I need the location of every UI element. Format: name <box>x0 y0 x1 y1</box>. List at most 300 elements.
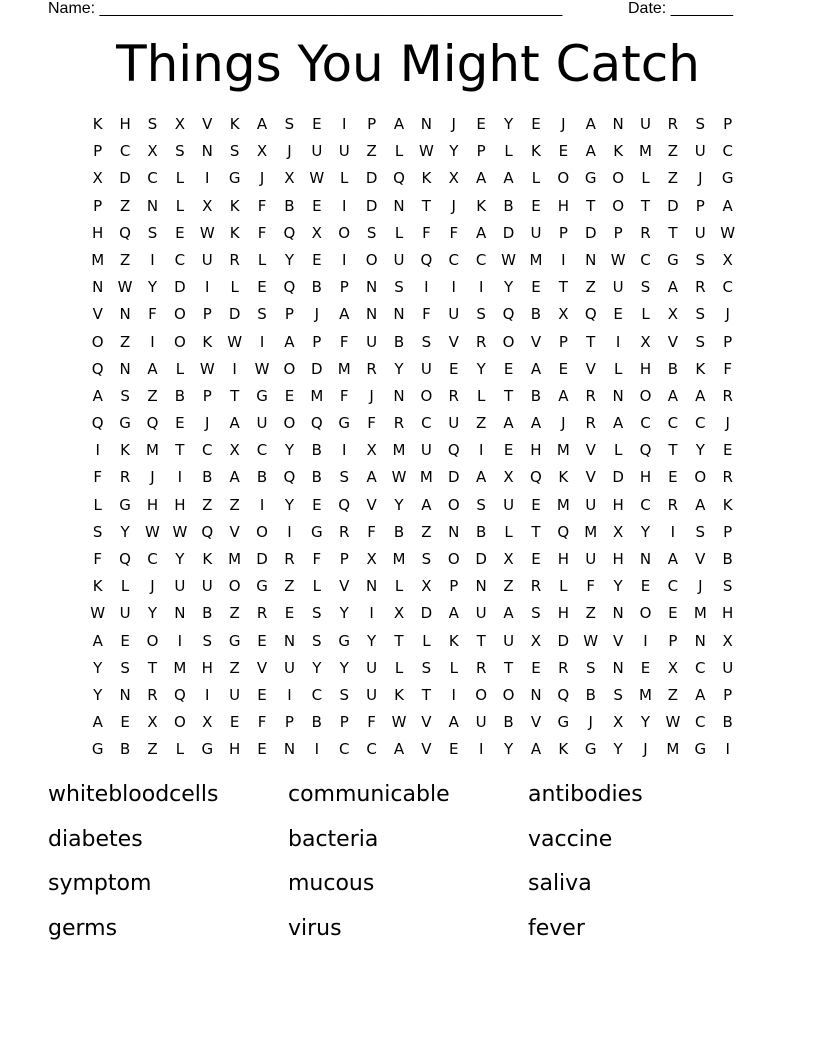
grid-letter: X <box>311 223 322 242</box>
grid-letter: O <box>256 522 268 541</box>
grid-letter: R <box>338 522 350 541</box>
grid-letter: W <box>145 522 160 541</box>
grid-letter: P <box>723 115 733 133</box>
grid-letter: Y <box>284 441 295 460</box>
grid-letter: K <box>202 550 213 568</box>
grid-letter: J <box>725 414 730 433</box>
grid-letter: D <box>365 169 378 188</box>
grid-letter: M <box>639 142 652 161</box>
grid-letter: S <box>339 468 349 487</box>
grid-letter: B <box>530 305 542 324</box>
grid-letter: T <box>640 196 651 215</box>
grid-letter: V <box>202 115 213 133</box>
grid-letter: R <box>448 386 459 405</box>
grid-letter: O <box>173 332 186 351</box>
grid-letter: R <box>256 604 268 623</box>
grid-letter: Q <box>283 278 296 297</box>
grid-letter: R <box>147 685 158 704</box>
grid-letter: L <box>531 169 541 188</box>
grid-letter: U <box>201 250 213 269</box>
grid-letter: H <box>639 359 652 378</box>
grid-letter: Y <box>147 604 158 623</box>
grid-letter: E <box>229 713 240 732</box>
grid-letter: N <box>146 196 159 215</box>
grid-letter: X <box>256 142 268 161</box>
grid-letter: J <box>150 468 155 487</box>
grid-letter: A <box>530 414 542 433</box>
grid-letter: Z <box>667 685 679 704</box>
grid-letter: L <box>394 142 404 161</box>
grid-letter: V <box>585 468 596 487</box>
grid-letter: G <box>694 740 707 759</box>
grid-letter: Q <box>530 468 542 487</box>
grid-letter: X <box>366 550 377 568</box>
grid-letter: U <box>503 631 515 650</box>
grid-letter: Z <box>229 658 240 677</box>
grid-letter: S <box>695 522 706 541</box>
word-list-item: antibodies <box>528 782 643 807</box>
grid-letter: U <box>283 658 295 677</box>
grid-letter: T <box>175 441 185 460</box>
word-list-item: fever <box>528 915 585 941</box>
grid-letter: B <box>585 685 596 704</box>
grid-letter: E <box>175 223 185 242</box>
grid-letter: Z <box>119 196 131 215</box>
grid-letter: R <box>229 250 240 269</box>
grid-letter: U <box>229 685 241 704</box>
grid-letter: K <box>421 169 432 188</box>
grid-letter: C <box>174 250 186 269</box>
grid-letter: S <box>257 305 267 324</box>
grid-letter: X <box>147 713 158 732</box>
grid-letter: N <box>475 577 487 596</box>
grid-letter: W <box>117 278 133 297</box>
grid-letter: W <box>665 713 681 732</box>
grid-letter: J <box>561 414 566 433</box>
grid-letter: S <box>585 658 596 677</box>
grid-letter: A <box>530 740 542 759</box>
grid-letter: P <box>93 142 103 161</box>
grid-letter: R <box>284 550 295 568</box>
grid-letter: C <box>421 414 432 433</box>
grid-letter: L <box>175 196 185 215</box>
grid-letter: F <box>422 305 431 324</box>
grid-letter: R <box>530 577 542 596</box>
grid-letter: R <box>667 495 679 514</box>
grid-letter: A <box>92 713 103 732</box>
grid-letter: A <box>695 386 706 405</box>
grid-letter: Z <box>476 414 487 433</box>
grid-letter: O <box>283 359 296 378</box>
grid-letter: Y <box>476 359 486 378</box>
grid-letter: P <box>723 685 733 704</box>
grid-letter: A <box>476 169 487 188</box>
grid-letter: T <box>503 386 514 405</box>
grid-letter: T <box>558 278 568 297</box>
grid-letter: N <box>612 386 624 405</box>
grid-letter: Y <box>503 278 514 297</box>
grid-letter: N <box>530 685 542 704</box>
grid-letter: S <box>92 522 103 541</box>
grid-letter: A <box>667 278 679 297</box>
grid-letter: Y <box>394 359 404 378</box>
grid-letter: A <box>503 604 514 623</box>
grid-letter: P <box>202 305 212 324</box>
grid-letter: I <box>259 332 265 351</box>
grid-letter: V <box>421 740 432 759</box>
grid-letter: A <box>558 386 569 405</box>
grid-letter: C <box>147 169 158 188</box>
grid-letter: I <box>341 250 347 269</box>
grid-letter: B <box>284 196 295 215</box>
grid-letter: Y <box>394 495 404 514</box>
grid-letter: V <box>585 441 596 460</box>
grid-letter: Z <box>421 522 432 541</box>
grid-letter: C <box>695 658 706 677</box>
grid-letter: K <box>92 115 103 133</box>
grid-letter: Z <box>229 495 240 514</box>
word-list-item: germs <box>48 915 118 941</box>
grid-letter: C <box>667 414 679 433</box>
grid-letter: I <box>615 332 621 351</box>
grid-letter: Z <box>585 604 596 623</box>
grid-letter: K <box>448 631 459 650</box>
grid-letter: T <box>503 658 514 677</box>
grid-letter: G <box>667 250 679 269</box>
grid-letter: X <box>174 115 185 133</box>
grid-letter: C <box>667 577 679 596</box>
grid-letter: N <box>612 115 624 133</box>
grid-letter: Q <box>557 685 570 704</box>
grid-letter: U <box>311 142 323 161</box>
grid-letter: D <box>475 550 487 568</box>
grid-letter: V <box>530 332 542 351</box>
grid-letter: P <box>668 631 678 650</box>
grid-letter: C <box>640 250 651 269</box>
grid-letter: K <box>92 577 103 596</box>
grid-letter: A <box>366 468 377 487</box>
grid-letter: L <box>120 577 130 596</box>
grid-letter: I <box>451 685 456 704</box>
grid-letter: O <box>502 685 515 704</box>
grid-letter: W <box>583 631 599 650</box>
grid-letter: S <box>695 250 706 269</box>
grid-letter: U <box>722 658 734 677</box>
grid-letter: E <box>312 250 322 269</box>
grid-letter: A <box>448 713 459 732</box>
grid-letter: U <box>448 305 460 324</box>
grid-letter: C <box>722 278 733 297</box>
grid-letter: O <box>447 550 460 568</box>
grid-letter: V <box>256 658 268 677</box>
grid-letter: F <box>148 305 157 324</box>
grid-letter: Z <box>119 250 131 269</box>
grid-letter: V <box>612 631 624 650</box>
grid-letter: T <box>668 441 678 460</box>
grid-letter: B <box>174 386 186 405</box>
grid-letter: J <box>205 414 210 433</box>
grid-letter: I <box>287 685 292 704</box>
grid-letter: S <box>339 685 349 704</box>
grid-letter: M <box>693 604 707 623</box>
grid-letter: W <box>254 359 270 378</box>
grid-letter: L <box>394 577 404 596</box>
grid-letter: B <box>667 359 679 378</box>
grid-letter: W <box>610 250 626 269</box>
grid-letter: T <box>531 522 541 541</box>
grid-letter: X <box>202 713 213 732</box>
grid-letter: O <box>91 332 104 351</box>
grid-letter: A <box>92 386 103 405</box>
grid-letter: E <box>531 196 541 215</box>
grid-letter: I <box>451 278 456 297</box>
grid-letter: C <box>695 414 706 433</box>
name-field-label: Name: ____________________________________________________ <box>48 0 563 17</box>
grid-letter: A <box>503 169 514 188</box>
grid-letter: Z <box>667 169 679 188</box>
grid-letter: Z <box>585 278 596 297</box>
grid-letter: F <box>257 196 267 215</box>
grid-letter: E <box>668 604 678 623</box>
grid-letter: K <box>120 441 130 460</box>
grid-letter: E <box>640 658 651 677</box>
grid-letter: N <box>393 386 405 405</box>
grid-letter: I <box>95 441 100 460</box>
grid-letter: C <box>448 250 460 269</box>
word-list-item: mucous <box>288 871 375 896</box>
grid-letter: C <box>475 250 487 269</box>
grid-letter: Y <box>312 658 322 677</box>
grid-letter: V <box>667 332 679 351</box>
grid-letter: M <box>556 441 570 460</box>
grid-letter: J <box>698 169 703 188</box>
grid-letter: B <box>503 713 514 732</box>
grid-letter: R <box>475 658 487 677</box>
grid-letter: Q <box>639 441 652 460</box>
grid-letter: X <box>92 169 103 188</box>
grid-letter: T <box>421 685 431 704</box>
grid-letter: X <box>667 658 679 677</box>
grid-letter: A <box>393 740 405 759</box>
grid-letter: F <box>367 713 376 732</box>
grid-letter: L <box>504 142 513 161</box>
grid-letter: J <box>451 115 456 133</box>
grid-letter: J <box>561 115 566 133</box>
grid-letter: Z <box>667 142 679 161</box>
grid-letter: N <box>365 577 378 596</box>
grid-letter: R <box>722 468 733 487</box>
grid-letter: S <box>695 332 706 351</box>
grid-letter: J <box>643 740 648 759</box>
grid-letter: V <box>585 359 596 378</box>
grid-letter: V <box>92 305 103 324</box>
grid-letter: G <box>584 169 597 188</box>
grid-letter: H <box>229 740 241 759</box>
grid-letter: S <box>695 305 706 324</box>
grid-letter: L <box>340 169 349 188</box>
grid-letter: L <box>394 658 404 677</box>
grid-letter: J <box>259 169 265 188</box>
grid-letter: Z <box>147 740 158 759</box>
grid-letter: R <box>695 278 706 297</box>
grid-letter: K <box>229 196 240 215</box>
word-list-item: whitebloodcells <box>48 782 219 807</box>
grid-letter: D <box>557 631 570 650</box>
grid-letter: R <box>558 658 569 677</box>
grid-letter: S <box>476 495 486 514</box>
grid-letter: W <box>199 359 215 378</box>
grid-letter: Q <box>584 305 597 324</box>
grid-letter: Q <box>393 169 405 188</box>
grid-letter: P <box>723 332 733 351</box>
grid-letter: L <box>394 223 404 242</box>
grid-letter: Y <box>339 604 349 623</box>
grid-letter: N <box>283 631 296 650</box>
grid-letter: P <box>93 196 103 215</box>
grid-letter: M <box>146 441 159 460</box>
grid-letter: I <box>232 359 237 378</box>
grid-letter: Y <box>640 713 651 732</box>
grid-letter: G <box>584 740 597 759</box>
grid-letter: C <box>722 142 733 161</box>
grid-letter: U <box>640 115 651 133</box>
grid-letter: E <box>640 577 651 596</box>
grid-letter: T <box>586 332 596 351</box>
grid-letter: O <box>694 468 707 487</box>
grid-letter: B <box>202 604 213 623</box>
word-list-item: communicable <box>288 782 450 807</box>
grid-letter: Q <box>119 550 131 568</box>
grid-letter: P <box>312 332 322 351</box>
grid-letter: H <box>612 495 624 514</box>
grid-letter: K <box>613 142 624 161</box>
grid-letter: R <box>393 414 405 433</box>
grid-letter: T <box>394 631 404 650</box>
grid-letter: Y <box>503 740 514 759</box>
grid-letter: U <box>119 604 131 623</box>
grid-letter: L <box>230 278 239 297</box>
grid-letter: R <box>475 332 487 351</box>
grid-letter: J <box>369 386 374 405</box>
grid-letter: G <box>557 713 570 732</box>
grid-letter: N <box>119 359 131 378</box>
grid-letter: I <box>643 631 648 650</box>
grid-letter: T <box>147 658 158 677</box>
grid-letter: S <box>147 223 158 242</box>
grid-letter: Y <box>147 278 158 297</box>
grid-letter: E <box>503 441 514 460</box>
grid-letter: A <box>147 359 158 378</box>
grid-letter: Y <box>640 522 651 541</box>
grid-letter: W <box>418 142 434 161</box>
grid-letter: D <box>365 196 378 215</box>
grid-letter: A <box>695 495 706 514</box>
grid-letter: E <box>120 631 130 650</box>
grid-letter: K <box>695 359 706 378</box>
grid-letter: P <box>476 142 486 161</box>
grid-letter: L <box>641 169 650 188</box>
grid-letter: D <box>420 604 433 623</box>
grid-letter: S <box>476 305 486 324</box>
grid-letter: H <box>612 550 624 568</box>
grid-letter: O <box>173 305 186 324</box>
grid-letter: E <box>120 713 130 732</box>
grid-letter: E <box>558 359 569 378</box>
grid-letter: M <box>392 550 406 568</box>
grid-letter: E <box>312 495 322 514</box>
grid-letter: V <box>229 522 240 541</box>
grid-letter: P <box>284 305 294 324</box>
letter-grid <box>84 114 741 767</box>
grid-letter: L <box>449 658 458 677</box>
grid-letter: S <box>366 223 377 242</box>
grid-letter: I <box>478 740 484 759</box>
grid-letter: E <box>558 142 569 161</box>
grid-letter: E <box>449 740 459 759</box>
grid-letter: S <box>312 604 322 623</box>
word-list-item: bacteria <box>288 826 379 852</box>
grid-letter: Y <box>613 740 623 759</box>
grid-letter: K <box>229 115 240 133</box>
grid-letter: L <box>613 359 623 378</box>
grid-letter: B <box>311 713 322 732</box>
grid-letter: D <box>119 169 131 188</box>
grid-letter: Q <box>420 250 433 269</box>
grid-letter: T <box>586 196 596 215</box>
grid-letter: G <box>721 169 734 188</box>
grid-letter: H <box>92 223 104 242</box>
grid-letter: H <box>557 604 569 623</box>
grid-letter: P <box>202 386 212 405</box>
grid-letter: O <box>639 386 652 405</box>
grid-letter: I <box>341 115 347 133</box>
grid-letter: R <box>585 386 596 405</box>
grid-letter: W <box>90 604 106 623</box>
grid-letter: A <box>667 386 679 405</box>
word-list-item: virus <box>288 915 342 941</box>
grid-letter: U <box>366 332 378 351</box>
grid-letter: H <box>722 604 734 623</box>
grid-letter: X <box>722 250 733 269</box>
grid-letter: B <box>393 522 405 541</box>
grid-letter: C <box>256 441 268 460</box>
date-field-label: Date: _______ <box>628 0 733 17</box>
grid-letter: E <box>531 278 541 297</box>
grid-letter: H <box>557 196 569 215</box>
word-list-item: saliva <box>528 871 592 896</box>
grid-letter: V <box>421 713 432 732</box>
grid-letter: V <box>695 550 706 568</box>
grid-letter: T <box>230 386 240 405</box>
grid-letter: I <box>314 740 320 759</box>
grid-letter: A <box>667 550 679 568</box>
grid-letter: M <box>666 740 680 759</box>
grid-letter: J <box>698 577 703 596</box>
grid-letter: T <box>421 196 431 215</box>
grid-letter: G <box>256 386 268 405</box>
grid-letter: O <box>228 577 241 596</box>
grid-letter: A <box>92 631 103 650</box>
grid-letter: Q <box>91 414 104 433</box>
grid-letter: U <box>475 713 487 732</box>
grid-letter: A <box>339 305 350 324</box>
grid-letter: S <box>695 115 706 133</box>
grid-letter: S <box>175 142 185 161</box>
grid-letter: L <box>476 386 486 405</box>
grid-letter: I <box>205 278 210 297</box>
grid-letter: S <box>394 278 404 297</box>
grid-letter: F <box>586 577 596 596</box>
